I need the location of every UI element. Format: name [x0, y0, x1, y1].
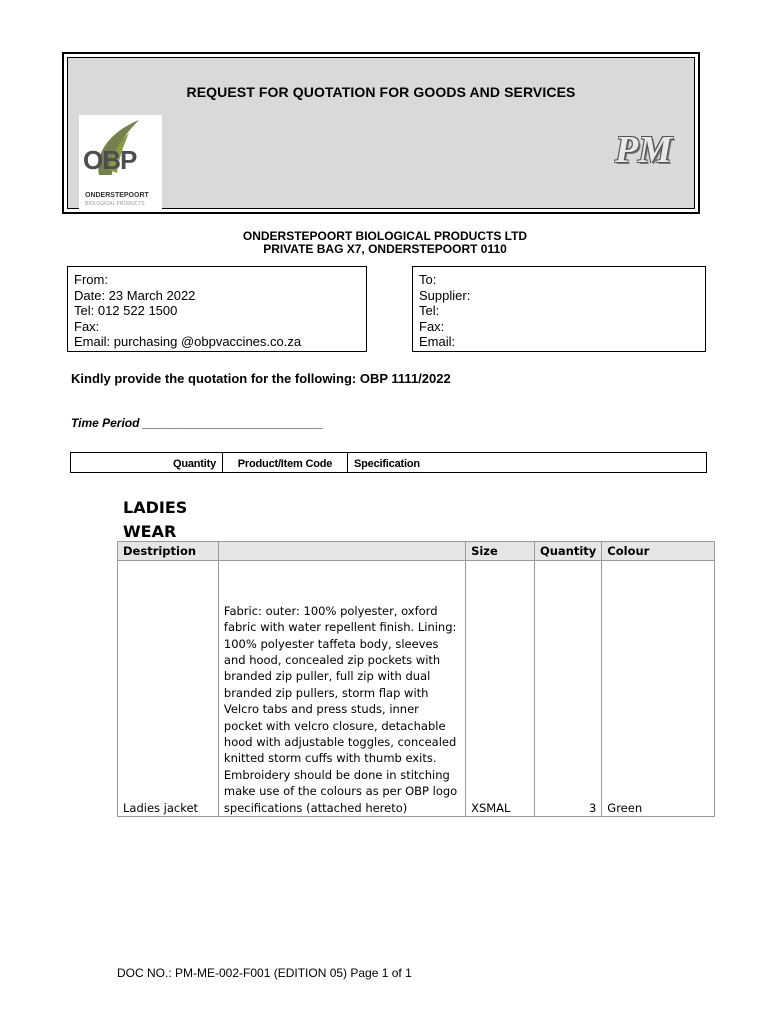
to-fax: Fax:	[419, 318, 445, 334]
company-address: PRIVATE BAG X7, ONDERSTEPOORT 0110	[263, 242, 507, 256]
from-tel: Tel: 012 522 1500	[74, 303, 178, 318]
logo-subtitle: ONDERSTEPOORT	[85, 192, 149, 199]
obp-logo	[79, 115, 162, 212]
request-line: Kindly provide the quotation for the following: OBP 1111/2022	[71, 371, 451, 386]
logo-text: OBP	[83, 145, 137, 175]
items-table	[117, 541, 715, 817]
spec-quantity-header: Quantity	[71, 453, 223, 472]
from-box	[67, 266, 367, 352]
header-description: Destription	[118, 542, 219, 561]
spec-product-code-header: Product/Item Code	[223, 453, 348, 472]
spec-specification-header: Specification	[354, 458, 420, 470]
table-row	[118, 561, 715, 817]
header-details	[218, 542, 465, 561]
table-header-row	[118, 542, 715, 561]
to-tel: Tel:	[419, 303, 440, 318]
cell-quantity: 3	[534, 561, 601, 817]
cell-description: Ladies jacket	[118, 561, 219, 817]
section-title-line2: WEAR	[123, 522, 177, 541]
to-email: Email:	[419, 334, 456, 349]
cell-colour: Green	[602, 561, 715, 817]
document-footer: DOC NO.: PM-ME-002-F001 (EDITION 05) Page 1 of 1	[117, 966, 412, 980]
section-title-line1: LADIES	[123, 498, 188, 517]
header-colour: Colour	[602, 542, 715, 561]
spec-header-row	[70, 452, 707, 473]
to-supplier: Supplier:	[419, 287, 471, 303]
header-size: Size	[466, 542, 535, 561]
header-box	[62, 52, 700, 214]
pm-logo-mark: PM	[615, 129, 672, 171]
document-title: REQUEST FOR QUOTATION FOR GOODS AND SERVICES	[186, 84, 576, 100]
company-name: ONDERSTEPOORT BIOLOGICAL PRODUCTS LTD	[242, 229, 528, 243]
from-email: Email: purchasing @obpvaccines.co.za	[74, 334, 302, 349]
logo-subtitle-small: BIOLOGICAL PRODUCTS	[85, 201, 145, 207]
header-quantity: Quantity	[534, 542, 601, 561]
cell-details: Fabric: outer: 100% polyester, oxford fabric with water repellent finish. Lining: 100% polyester taffeta body, sleeves and hood, concealed zip pockets with branded zip puller, full zip with dual branded zip pullers, storm flap with Velcro tabs and press studs, inner pocket with velcro closure, detachable hood with adjustable toggles, concealed knitted storm cuffs with thumb exits. Embroidery should be done in stitching make use of the colours as per OBP logo specifications (attached hereto)	[218, 561, 465, 817]
time-period: Time Period ___________________________	[71, 416, 323, 430]
to-label: To:	[419, 272, 437, 287]
cell-size: XSMAL	[466, 561, 535, 817]
from-date: Date: 23 March 2022	[74, 287, 196, 303]
to-box	[412, 266, 706, 352]
from-fax: Fax:	[74, 318, 100, 334]
header-inner	[67, 57, 695, 209]
from-label: From:	[74, 272, 108, 287]
section-title	[123, 496, 187, 544]
